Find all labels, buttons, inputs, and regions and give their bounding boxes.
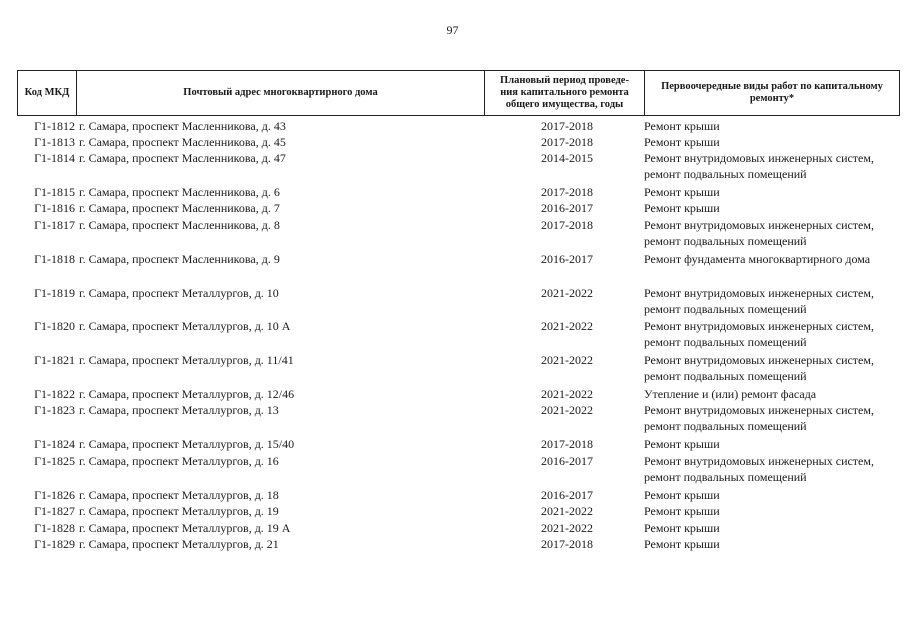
priority-works	[644, 402, 902, 434]
mkd-code: Г1-1814	[34, 151, 75, 165]
postal-address: г. Самара, проспект Металлургов, д. 13	[79, 403, 279, 417]
repair-period: 2017-2018	[541, 437, 593, 451]
mkd-code: Г1-1817	[34, 218, 75, 232]
repair-period: 2016-2017	[541, 201, 593, 215]
work-line: ремонт подвальных помещений	[644, 167, 807, 181]
work-line: Ремонт внутридомовых инженерных систем,	[644, 151, 874, 165]
repair-period: 2016-2017	[541, 252, 593, 266]
mkd-code: Г1-1816	[34, 201, 75, 215]
priority-works	[644, 352, 902, 384]
repair-period: 2016-2017	[541, 488, 593, 502]
repair-period: 2021-2022	[541, 403, 593, 417]
header-address: Почтовый адрес многоквартирного дома	[77, 71, 485, 115]
priority-works	[644, 251, 902, 267]
mkd-code: Г1-1827	[34, 504, 75, 518]
work-line: ремонт подвальных помещений	[644, 302, 807, 316]
postal-address: г. Самара, проспект Металлургов, д. 18	[79, 488, 279, 502]
repair-period: 2017-2018	[541, 185, 593, 199]
repair-period: 2021-2022	[541, 504, 593, 518]
postal-address: г. Самара, проспект Масленникова, д. 6	[79, 185, 280, 199]
postal-address: г. Самара, проспект Металлургов, д. 10 А	[79, 319, 291, 333]
postal-address: г. Самара, проспект Металлургов, д. 11/41	[79, 353, 294, 367]
repair-period: 2014-2015	[541, 151, 593, 165]
priority-works	[644, 217, 902, 249]
work-line: Ремонт внутридомовых инженерных систем,	[644, 353, 874, 367]
work-line: ремонт подвальных помещений	[644, 369, 807, 383]
mkd-code: Г1-1824	[34, 437, 75, 451]
priority-works	[644, 184, 902, 200]
work-line: ремонт подвальных помещений	[644, 419, 807, 433]
mkd-code: Г1-1820	[34, 319, 75, 333]
priority-works	[644, 285, 902, 317]
mkd-code: Г1-1822	[34, 387, 75, 401]
postal-address: г. Самара, проспект Масленникова, д. 43	[79, 119, 286, 133]
work-line: Ремонт крыши	[644, 521, 720, 535]
priority-works	[644, 453, 902, 485]
mkd-code: Г1-1828	[34, 521, 75, 535]
postal-address: г. Самара, проспект Металлургов, д. 16	[79, 454, 279, 468]
work-line: Ремонт крыши	[644, 119, 720, 133]
priority-works	[644, 318, 902, 350]
header-works: Первоочередные виды работ по капитальному ремонту*	[661, 81, 883, 104]
work-line: ремонт подвальных помещений	[644, 470, 807, 484]
header-period: Плановый период проведе-ния капитального ремонта общего имущества, годы	[485, 71, 645, 115]
priority-works	[644, 150, 902, 182]
repair-period: 2017-2018	[541, 135, 593, 149]
priority-works	[644, 134, 902, 150]
repair-period: 2017-2018	[541, 537, 593, 551]
work-line: Ремонт крыши	[644, 504, 720, 518]
work-line: Ремонт внутридомовых инженерных систем,	[644, 286, 874, 300]
postal-address: г. Самара, проспект Масленникова, д. 9	[79, 252, 280, 266]
work-line: Ремонт крыши	[644, 537, 720, 551]
mkd-code: Г1-1825	[34, 454, 75, 468]
priority-works	[644, 118, 902, 134]
repair-period: 2016-2017	[541, 454, 593, 468]
mkd-code: Г1-1815	[34, 185, 75, 199]
priority-works	[644, 503, 902, 519]
repair-period: 2021-2022	[541, 353, 593, 367]
postal-address: г. Самара, проспект Масленникова, д. 8	[79, 218, 280, 232]
work-line: ремонт подвальных помещений	[644, 335, 807, 349]
postal-address: г. Самара, проспект Металлургов, д. 12/46	[79, 387, 295, 401]
postal-address: г. Самара, проспект Металлургов, д. 21	[79, 537, 279, 551]
work-line: Ремонт крыши	[644, 135, 720, 149]
work-line: Ремонт крыши	[644, 488, 720, 502]
postal-address: г. Самара, проспект Масленникова, д. 45	[79, 135, 286, 149]
mkd-code: Г1-1818	[34, 252, 75, 266]
work-line: Ремонт внутридомовых инженерных систем,	[644, 454, 874, 468]
postal-address: г. Самара, проспект Металлургов, д. 15/40	[79, 437, 295, 451]
postal-address: г. Самара, проспект Металлургов, д. 19	[79, 504, 279, 518]
priority-works	[644, 536, 902, 552]
postal-address: г. Самара, проспект Металлургов, д. 10	[79, 286, 279, 300]
repair-period: 2021-2022	[541, 521, 593, 535]
repair-period: 2021-2022	[541, 286, 593, 300]
priority-works	[644, 520, 902, 536]
mkd-code: Г1-1821	[34, 353, 75, 367]
work-line: Ремонт крыши	[644, 437, 720, 451]
postal-address: г. Самара, проспект Масленникова, д. 7	[79, 201, 280, 215]
mkd-code: Г1-1812	[34, 119, 75, 133]
work-line: Ремонт внутридомовых инженерных систем,	[644, 403, 874, 417]
priority-works	[644, 436, 902, 452]
work-line: Ремонт внутридомовых инженерных систем,	[644, 319, 874, 333]
postal-address: г. Самара, проспект Металлургов, д. 19 А	[79, 521, 291, 535]
mkd-code: Г1-1823	[34, 403, 75, 417]
header-code: Код МКД	[18, 71, 77, 115]
work-line: Ремонт внутридомовых инженерных систем,	[644, 218, 874, 232]
postal-address: г. Самара, проспект Масленникова, д. 47	[79, 151, 286, 165]
repair-period: 2021-2022	[541, 319, 593, 333]
work-line: ремонт подвальных помещений	[644, 234, 807, 248]
work-line: Ремонт фундамента многоквартирного дома	[644, 252, 871, 266]
priority-works	[644, 386, 902, 402]
mkd-code: Г1-1826	[34, 488, 75, 502]
page-number: 97	[446, 23, 459, 37]
repair-period: 2021-2022	[541, 387, 593, 401]
repair-period: 2017-2018	[541, 119, 593, 133]
repair-period: 2017-2018	[541, 218, 593, 232]
mkd-code: Г1-1813	[34, 135, 75, 149]
mkd-code: Г1-1829	[34, 537, 75, 551]
work-line: Утепление и (или) ремонт фасада	[644, 387, 817, 401]
priority-works	[644, 487, 902, 503]
priority-works	[644, 200, 902, 216]
work-line: Ремонт крыши	[644, 201, 720, 215]
mkd-code: Г1-1819	[34, 286, 75, 300]
work-line: Ремонт крыши	[644, 185, 720, 199]
